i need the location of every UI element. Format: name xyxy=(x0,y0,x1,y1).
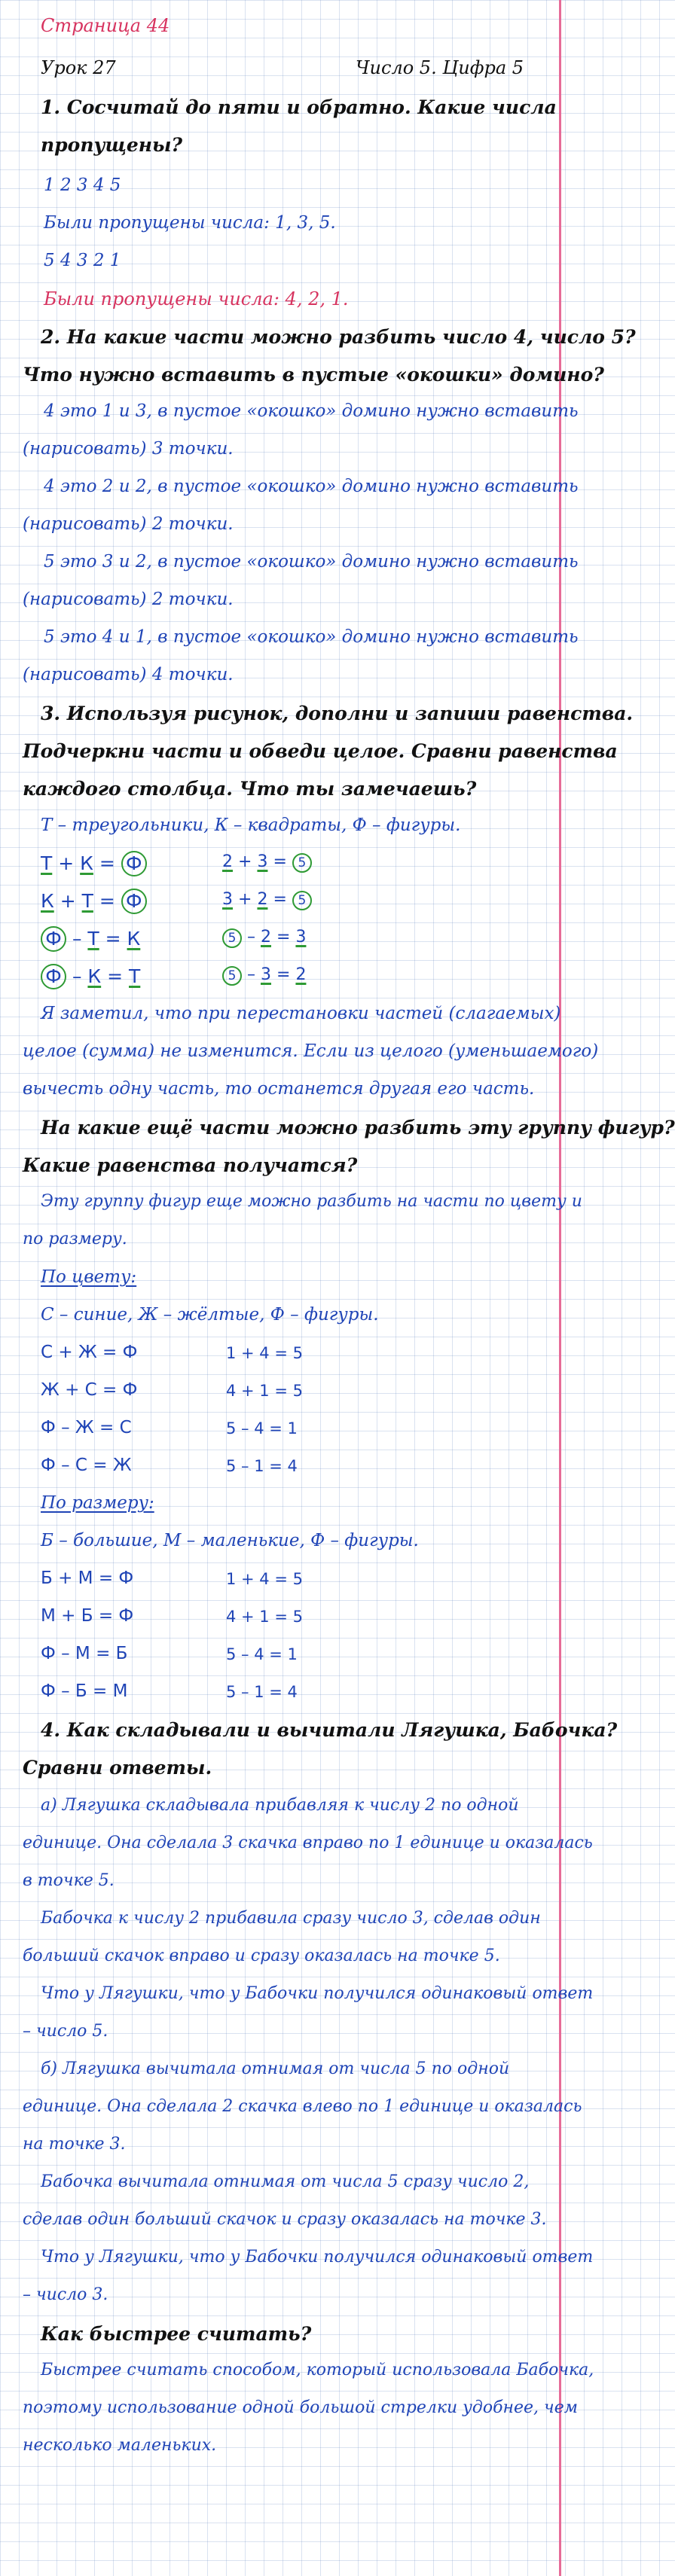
task3b-title: На какие ещё части можно разбить эту группу фигур? xyxy=(41,1117,675,1139)
task4-line-11: Бабочка вычитала отнимая от числа 5 сразу число 2, xyxy=(41,2172,530,2191)
size-number-eq-3: 5 – 4 = 1 xyxy=(226,1645,298,1663)
size-number-eq-1: 1 + 4 = 5 xyxy=(226,1570,303,1588)
task4-line-9: единице. Она сделала 2 скачка влево по 1 единице и оказалась xyxy=(23,2097,582,2116)
color-letter-eq-1: С + Ж = Ф xyxy=(41,1343,138,1362)
task2-title: 2. На какие части можно разбить число 4, число 5? xyxy=(41,326,636,348)
task4-answer-2: поэтому использование одной большой стрелки удобнее, чем xyxy=(23,2398,578,2417)
task3-legend: Т – треугольники, К – квадраты, Ф – фигуры. xyxy=(41,815,461,835)
task2-line-7: 5 это 4 и 1, в пустое «окошко» домино нужно вставить xyxy=(44,627,579,647)
lesson-number: Урок 27 xyxy=(41,57,116,78)
task4-answer-1: Быстрее считать способом, который использовала Бабочка, xyxy=(41,2361,594,2379)
task4-line-6: Что у Лягушки, что у Бабочки получился одинаковый ответ xyxy=(41,1984,594,2003)
letter-equation-4: Ф – К = Т xyxy=(41,964,140,989)
color-number-eq-3: 5 – 4 = 1 xyxy=(226,1419,298,1437)
by-color-heading: По цвету: xyxy=(41,1267,137,1287)
task3b-intro-1: Эту группу фигур еще можно разбить на части по цвету и xyxy=(41,1192,582,1211)
color-number-eq-2: 4 + 1 = 5 xyxy=(226,1382,303,1400)
task1-sequence-1: 1 2 3 4 5 xyxy=(44,175,121,195)
letter-equation-1: Т + К = Ф xyxy=(41,851,147,876)
number-equation-2: 3 + 2 = 5 xyxy=(222,891,312,910)
task3-title-2: Подчеркни части и обведи целое. Сравни равенства xyxy=(23,740,618,762)
task2-line-3: 4 это 2 и 2, в пустое «окошко» домино нужно вставить xyxy=(44,477,579,496)
page-number: Страница 44 xyxy=(41,15,170,36)
task3-note-2: целое (сумма) не изменится. Если из целого (уменьшаемого) xyxy=(23,1041,599,1061)
task1-sequence-2: 5 4 3 2 1 xyxy=(44,251,121,270)
color-letter-eq-4: Ф – С = Ж xyxy=(41,1456,132,1475)
by-size-heading: По размеру: xyxy=(41,1493,154,1513)
task2-line-2: (нарисовать) 3 точки. xyxy=(23,439,234,459)
task4-answer-3: несколько маленьких. xyxy=(23,2436,217,2455)
letter-equation-2: К + Т = Ф xyxy=(41,889,147,914)
task4-title-2: Сравни ответы. xyxy=(23,1757,212,1779)
task3b-intro-2: по размеру. xyxy=(23,1230,127,1248)
number-equation-1: 2 + 3 = 5 xyxy=(222,853,312,873)
task2-line-4: (нарисовать) 2 точки. xyxy=(23,514,234,534)
task2-line-6: (нарисовать) 2 точки. xyxy=(23,590,234,609)
size-letter-eq-2: М + Б = Ф xyxy=(41,1606,134,1626)
task3-note-3: вычесть одну часть, то останется другая его часть. xyxy=(23,1079,535,1099)
task4-line-4: Бабочка к числу 2 прибавила сразу число 3, сделав один xyxy=(41,1909,541,1928)
size-number-eq-4: 5 – 1 = 4 xyxy=(226,1683,298,1701)
task1-title: 1. Сосчитай до пяти и обратно. Какие числа xyxy=(41,96,557,118)
color-letter-eq-2: Ж + С = Ф xyxy=(41,1380,138,1400)
size-letter-eq-1: Б + М = Ф xyxy=(41,1568,134,1588)
task3-title-3: каждого столбца. Что ты замечаешь? xyxy=(23,778,477,800)
size-legend: Б – большие, М – маленькие, Ф – фигуры. xyxy=(41,1531,419,1550)
page-margin-line xyxy=(559,0,561,2576)
number-equation-3: 5 – 2 = 3 xyxy=(222,928,306,948)
number-equation-4: 5 – 3 = 2 xyxy=(222,966,306,986)
color-legend: С – синие, Ж – жёлтые, Ф – фигуры. xyxy=(41,1305,379,1325)
task4-question: Как быстрее считать? xyxy=(41,2323,312,2345)
task4-line-12: сделав один больший скачок и сразу оказалась на точке 3. xyxy=(23,2210,547,2229)
color-letter-eq-3: Ф – Ж = С xyxy=(41,1418,132,1437)
task2-title-2: Что нужно вставить в пустые «окошки» домино? xyxy=(23,364,604,386)
task4-line-2: единице. Она сделала 3 скачка вправо по 1 единице и оказалась xyxy=(23,1834,593,1852)
task2-line-5: 5 это 3 и 2, в пустое «окошко» домино нужно вставить xyxy=(44,552,579,572)
task4-line-5: больший скачок вправо и сразу оказалась на точке 5. xyxy=(23,1946,500,1965)
size-letter-eq-3: Ф – М = Б xyxy=(41,1644,128,1663)
letter-equation-3: Ф – Т = К xyxy=(41,926,140,952)
task4-line-7: – число 5. xyxy=(23,2022,108,2041)
task2-line-1: 4 это 1 и 3, в пустое «окошко» домино нужно вставить xyxy=(44,401,579,421)
task4-line-8: б) Лягушка вычитала отнимая от числа 5 по одной xyxy=(41,2059,510,2078)
task2-line-8: (нарисовать) 4 точки. xyxy=(23,665,234,684)
color-number-eq-1: 1 + 4 = 5 xyxy=(226,1344,303,1362)
task4-line-10: на точке 3. xyxy=(23,2135,126,2154)
task4-title: 4. Как складывали и вычитали Лягушка, Бабочка? xyxy=(41,1719,618,1741)
task3-title: 3. Используя рисунок, дополни и запиши равенства. xyxy=(41,703,634,724)
task1-missed-1: Были пропущены числа: 1, 3, 5. xyxy=(44,213,336,233)
task4-line-1: а) Лягушка складывала прибавляя к числу 2 по одной xyxy=(41,1796,519,1815)
task4-line-14: – число 3. xyxy=(23,2285,108,2304)
task1-title-2: пропущены? xyxy=(41,134,183,156)
task3b-title-2: Какие равенства получатся? xyxy=(23,1154,358,1176)
color-number-eq-4: 5 – 1 = 4 xyxy=(226,1457,298,1475)
task4-line-13: Что у Лягушки, что у Бабочки получился одинаковый ответ xyxy=(41,2248,594,2267)
size-number-eq-2: 4 + 1 = 5 xyxy=(226,1608,303,1626)
task1-missed-2: Были пропущены числа: 4, 2, 1. xyxy=(44,288,349,309)
size-letter-eq-4: Ф – Б = М xyxy=(41,1681,128,1701)
lesson-topic: Число 5. Цифра 5 xyxy=(356,57,524,78)
task3-note-1: Я заметил, что при перестановки частей (слагаемых) xyxy=(41,1004,561,1023)
task4-line-3: в точке 5. xyxy=(23,1871,115,1890)
